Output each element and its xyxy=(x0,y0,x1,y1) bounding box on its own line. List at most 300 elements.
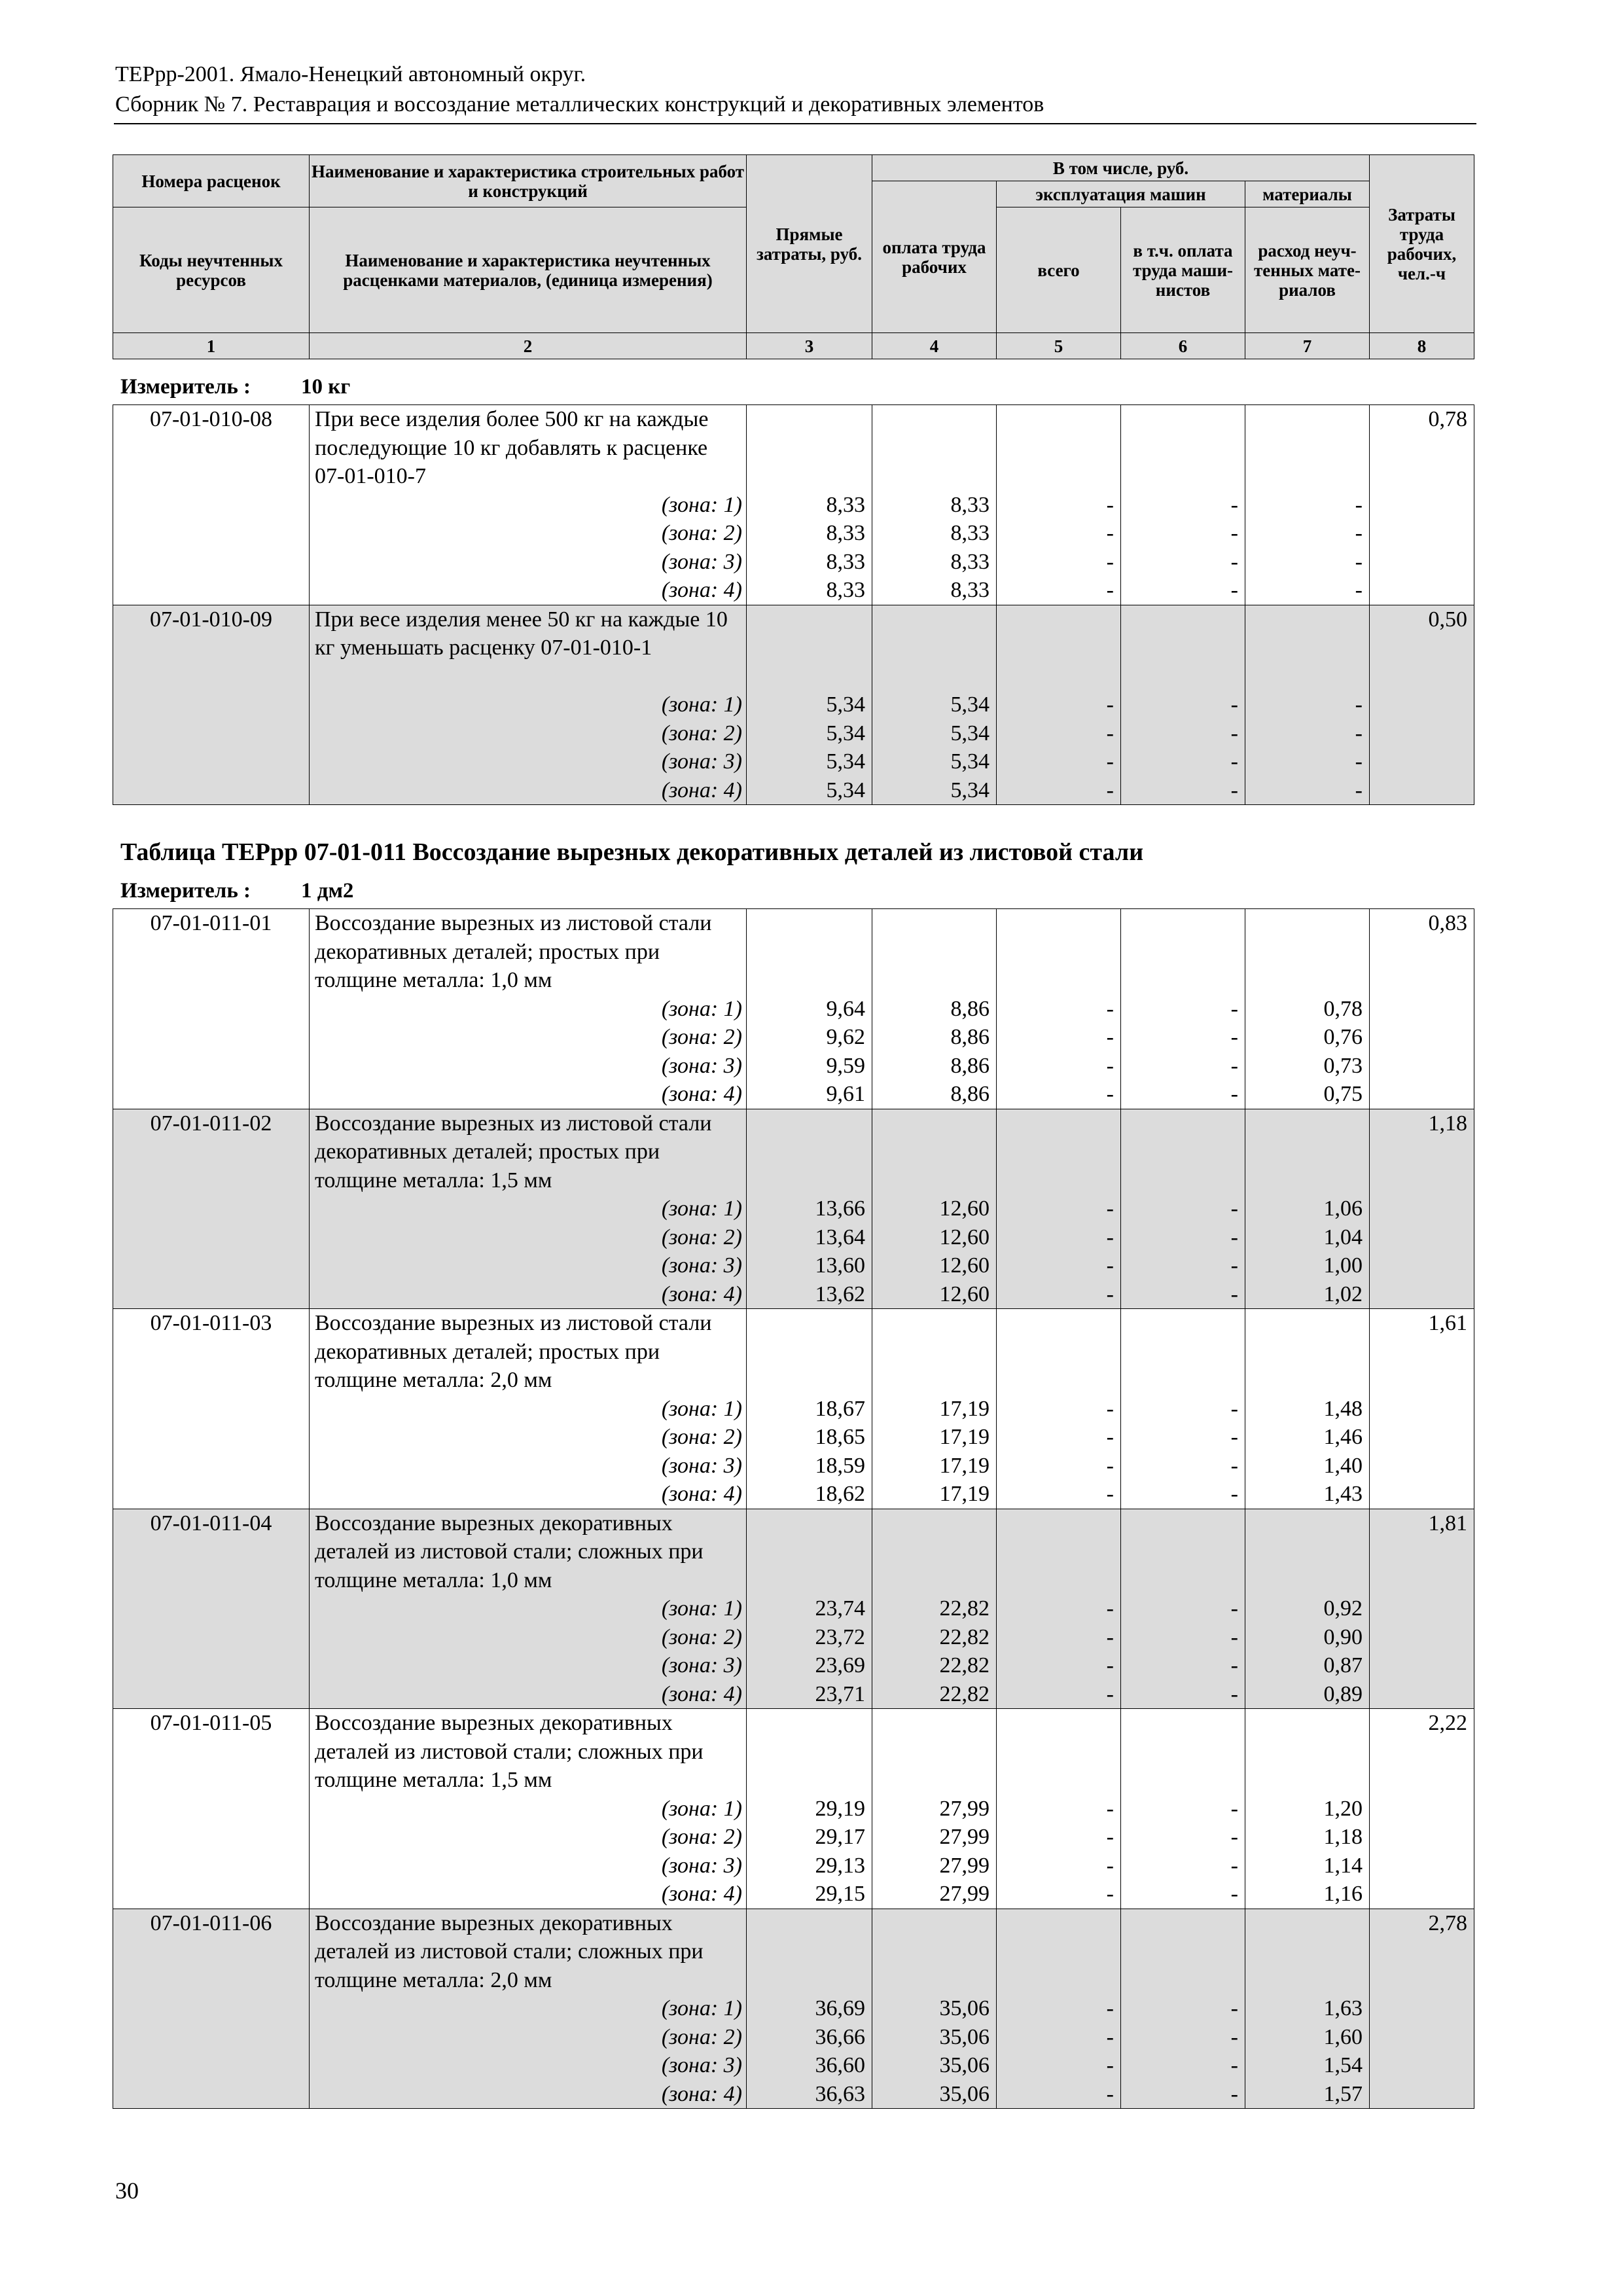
labor-pay-cell xyxy=(872,1309,997,1509)
labor-pay-value: 12,60 xyxy=(939,1253,990,1278)
measure-2-label: Измеритель : xyxy=(120,879,251,903)
machinist-pay-value: - xyxy=(1230,996,1238,1021)
rate-description-cell xyxy=(310,1709,747,1909)
rate-description-cell xyxy=(310,1109,747,1309)
head-num-1: 1 xyxy=(113,333,310,359)
labor-pay-value: 5,34 xyxy=(950,721,990,745)
materials-cell xyxy=(1245,1709,1370,1909)
materials-cell xyxy=(1245,605,1370,805)
machinist-pay-value: - xyxy=(1230,692,1238,717)
zone-label: (зона: 4) xyxy=(661,1882,742,1906)
labor-pay-value: 22,82 xyxy=(939,1681,990,1706)
rates-table-2 xyxy=(113,908,1474,2109)
machinist-pay-value: - xyxy=(1230,1225,1238,1249)
machine-total-value: - xyxy=(1106,1082,1114,1106)
head-col2-bottom: Наименование и характеристика неучтенных расценками материалов, (единица измерения) xyxy=(310,207,747,333)
machine-total-value: - xyxy=(1106,1453,1114,1478)
materials-value: 0,76 xyxy=(1323,1025,1363,1049)
direct-cost-cell xyxy=(747,1909,872,2109)
direct-cost-value: 36,69 xyxy=(815,1996,865,2020)
machine-total-value: - xyxy=(1106,2053,1114,2077)
machine-total-value: - xyxy=(1106,996,1114,1021)
rate-row xyxy=(113,1109,1474,1309)
machinist-pay-value: - xyxy=(1230,1681,1238,1706)
machine-total-value: - xyxy=(1106,1396,1114,1421)
direct-cost-value: 8,33 xyxy=(826,521,865,545)
materials-value: 1,40 xyxy=(1323,1453,1363,1478)
machinist-pay-cell xyxy=(1121,909,1245,1109)
labor-hours: 2,22 xyxy=(1370,1709,1474,1909)
machine-total-value: - xyxy=(1106,1253,1114,1278)
machine-total-value: - xyxy=(1106,778,1114,802)
direct-cost-value: 9,61 xyxy=(826,1082,865,1106)
machine-total-value: - xyxy=(1106,1624,1114,1649)
machine-total-value: - xyxy=(1106,1053,1114,1078)
direct-cost-cell xyxy=(747,1109,872,1309)
machine-total-value: - xyxy=(1106,721,1114,745)
head-materials: материалы xyxy=(1245,181,1370,207)
zone-label: (зона: 3) xyxy=(661,549,742,574)
labor-pay-cell xyxy=(872,1709,997,1909)
machine-total-value: - xyxy=(1106,1653,1114,1677)
head-num-6: 6 xyxy=(1121,333,1245,359)
head-num-8: 8 xyxy=(1370,333,1474,359)
rate-code: 07-01-010-09 xyxy=(113,605,310,805)
materials-value: 0,87 xyxy=(1323,1653,1363,1677)
machine-total-value: - xyxy=(1106,1853,1114,1878)
labor-pay-value: 5,34 xyxy=(950,692,990,717)
direct-cost-value: 29,13 xyxy=(815,1853,865,1878)
direct-cost-cell xyxy=(747,605,872,805)
materials-value: 1,00 xyxy=(1323,1253,1363,1278)
labor-hours: 1,81 xyxy=(1370,1509,1474,1709)
rate-description: Воссоздание вырезных из листовой стали декоративных деталей; простых при толщине металла: 1,0 мм xyxy=(315,911,712,992)
direct-cost-value: 36,60 xyxy=(815,2053,865,2077)
labor-pay-cell xyxy=(872,909,997,1109)
machinist-pay-value: - xyxy=(1230,2053,1238,2077)
direct-cost-value: 5,34 xyxy=(826,721,865,745)
materials-cell xyxy=(1245,1109,1370,1309)
labor-pay-value: 8,86 xyxy=(950,996,990,1021)
zone-label: (зона: 1) xyxy=(661,692,742,717)
labor-pay-value: 5,34 xyxy=(950,778,990,802)
labor-pay-value: 12,60 xyxy=(939,1196,990,1221)
labor-pay-value: 22,82 xyxy=(939,1653,990,1677)
direct-cost-value: 8,33 xyxy=(826,549,865,574)
rate-row xyxy=(113,909,1474,1109)
direct-cost-value: 18,62 xyxy=(815,1482,865,1506)
head-num-5: 5 xyxy=(997,333,1121,359)
materials-value: - xyxy=(1355,549,1363,574)
machinist-pay-value: - xyxy=(1230,1025,1238,1049)
rate-code: 07-01-011-05 xyxy=(113,1709,310,1909)
materials-value: 1,20 xyxy=(1323,1796,1363,1821)
zone-label: (зона: 1) xyxy=(661,1396,742,1421)
labor-pay-value: 35,06 xyxy=(939,2081,990,2106)
labor-pay-value: 12,60 xyxy=(939,1282,990,1306)
machine-total-value: - xyxy=(1106,1825,1114,1849)
direct-cost-value: 9,59 xyxy=(826,1053,865,1078)
labor-pay-value: 8,86 xyxy=(950,1053,990,1078)
measure-1-label: Измеритель : xyxy=(120,375,251,399)
materials-value: 1,14 xyxy=(1323,1853,1363,1878)
materials-cell xyxy=(1245,1509,1370,1709)
materials-value: - xyxy=(1355,778,1363,802)
labor-pay-value: 22,82 xyxy=(939,1624,990,1649)
labor-hours: 1,18 xyxy=(1370,1109,1474,1309)
rate-row xyxy=(113,1709,1474,1909)
zone-label: (зона: 1) xyxy=(661,996,742,1021)
head-num-3: 3 xyxy=(747,333,872,359)
zone-label: (зона: 2) xyxy=(661,1225,742,1249)
zone-label: (зона: 4) xyxy=(661,2081,742,2106)
zone-label: (зона: 3) xyxy=(661,1853,742,1878)
labor-pay-value: 17,19 xyxy=(939,1396,990,1421)
machine-total-cell xyxy=(997,909,1121,1109)
machinist-pay-value: - xyxy=(1230,1253,1238,1278)
labor-pay-value: 17,19 xyxy=(939,1425,990,1449)
direct-cost-value: 29,17 xyxy=(815,1825,865,1849)
zone-label: (зона: 1) xyxy=(661,492,742,517)
materials-value: 1,48 xyxy=(1323,1396,1363,1421)
labor-pay-value: 8,33 xyxy=(950,492,990,517)
machinist-pay-value: - xyxy=(1230,2081,1238,2106)
labor-hours: 2,78 xyxy=(1370,1909,1474,2109)
machine-total-value: - xyxy=(1106,1681,1114,1706)
direct-cost-value: 36,66 xyxy=(815,2024,865,2049)
rate-description-cell xyxy=(310,1509,747,1709)
labor-pay-value: 12,60 xyxy=(939,1225,990,1249)
labor-hours: 0,50 xyxy=(1370,605,1474,805)
head-col1-bottom: Коды неучтенных ресурсов xyxy=(113,207,310,333)
labor-pay-cell xyxy=(872,405,997,605)
direct-cost-value: 23,74 xyxy=(815,1596,865,1621)
machinist-pay-value: - xyxy=(1230,749,1238,774)
rate-description-cell xyxy=(310,909,747,1109)
machine-total-value: - xyxy=(1106,1282,1114,1306)
measure-1-value: 10 кг xyxy=(301,375,351,399)
machine-total-value: - xyxy=(1106,1425,1114,1449)
measure-1 xyxy=(120,374,351,399)
labor-pay-value: 8,33 xyxy=(950,578,990,602)
direct-cost-value: 18,65 xyxy=(815,1425,865,1449)
materials-value: 0,73 xyxy=(1323,1053,1363,1078)
labor-pay-value: 17,19 xyxy=(939,1482,990,1506)
labor-pay-value: 27,99 xyxy=(939,1853,990,1878)
machinist-pay-value: - xyxy=(1230,1053,1238,1078)
machine-total-value: - xyxy=(1106,1196,1114,1221)
materials-value: 1,63 xyxy=(1323,1996,1363,2020)
machinist-pay-value: - xyxy=(1230,1082,1238,1106)
header-rule xyxy=(114,123,1476,124)
machinist-pay-value: - xyxy=(1230,1425,1238,1449)
direct-cost-value: 13,60 xyxy=(815,1253,865,1278)
head-col6: в т.ч. оплата труда маши-нистов xyxy=(1121,207,1245,333)
direct-cost-value: 8,33 xyxy=(826,578,865,602)
direct-cost-cell xyxy=(747,909,872,1109)
labor-pay-value: 5,34 xyxy=(950,749,990,774)
direct-cost-value: 13,64 xyxy=(815,1225,865,1249)
materials-value: 1,16 xyxy=(1323,1882,1363,1906)
measure-2 xyxy=(120,878,354,903)
machine-total-value: - xyxy=(1106,749,1114,774)
materials-value: 1,04 xyxy=(1323,1225,1363,1249)
machine-total-value: - xyxy=(1106,1882,1114,1906)
zone-label: (зона: 2) xyxy=(661,721,742,745)
zone-label: (зона: 4) xyxy=(661,578,742,602)
labor-pay-value: 27,99 xyxy=(939,1882,990,1906)
zone-label: (зона: 4) xyxy=(661,1082,742,1106)
machinist-pay-value: - xyxy=(1230,778,1238,802)
direct-cost-cell xyxy=(747,1709,872,1909)
head-col1-top: Номера расценок xyxy=(113,155,310,207)
labor-pay-value: 35,06 xyxy=(939,2024,990,2049)
direct-cost-value: 29,19 xyxy=(815,1796,865,1821)
materials-value: 1,60 xyxy=(1323,2024,1363,2049)
zone-label: (зона: 3) xyxy=(661,1653,742,1677)
direct-cost-value: 13,62 xyxy=(815,1282,865,1306)
rate-description-cell xyxy=(310,405,747,605)
machinist-pay-value: - xyxy=(1230,1882,1238,1906)
machinist-pay-value: - xyxy=(1230,521,1238,545)
materials-value: 0,90 xyxy=(1323,1624,1363,1649)
machine-total-value: - xyxy=(1106,492,1114,517)
zone-label: (зона: 2) xyxy=(661,2024,742,2049)
machinist-pay-cell xyxy=(1121,605,1245,805)
materials-cell xyxy=(1245,405,1370,605)
rate-description-cell xyxy=(310,605,747,805)
materials-value: - xyxy=(1355,692,1363,717)
direct-cost-cell xyxy=(747,1309,872,1509)
running-header-title: ТЕРрр-2001. Ямало-Ненецкий автономный округ. xyxy=(115,62,586,86)
machinist-pay-value: - xyxy=(1230,1825,1238,1849)
machine-total-cell xyxy=(997,1109,1121,1309)
materials-value: 1,57 xyxy=(1323,2081,1363,2106)
machine-total-cell xyxy=(997,1509,1121,1709)
materials-value: - xyxy=(1355,521,1363,545)
direct-cost-value: 23,69 xyxy=(815,1653,865,1677)
zone-label: (зона: 1) xyxy=(661,1996,742,2020)
machine-total-value: - xyxy=(1106,2024,1114,2049)
materials-cell xyxy=(1245,909,1370,1109)
head-col2-top: Наименование и характеристика строительных работ и конструкций xyxy=(310,155,747,207)
direct-cost-value: 5,34 xyxy=(826,692,865,717)
zone-label: (зона: 2) xyxy=(661,1025,742,1049)
labor-pay-value: 17,19 xyxy=(939,1453,990,1478)
rate-code: 07-01-011-02 xyxy=(113,1109,310,1309)
zone-label: (зона: 1) xyxy=(661,1796,742,1821)
head-num-7: 7 xyxy=(1245,333,1370,359)
labor-hours: 0,83 xyxy=(1370,909,1474,1109)
labor-pay-value: 35,06 xyxy=(939,2053,990,2077)
rate-row xyxy=(113,405,1474,605)
labor-pay-cell xyxy=(872,1509,997,1709)
materials-value: 1,18 xyxy=(1323,1825,1363,1849)
machinist-pay-cell xyxy=(1121,1509,1245,1709)
direct-cost-value: 5,34 xyxy=(826,778,865,802)
machine-total-value: - xyxy=(1106,1025,1114,1049)
machinist-pay-value: - xyxy=(1230,1624,1238,1649)
zone-label: (зона: 4) xyxy=(661,1681,742,1706)
machinist-pay-cell xyxy=(1121,1909,1245,2109)
machine-total-value: - xyxy=(1106,1996,1114,2020)
machinist-pay-cell xyxy=(1121,405,1245,605)
labor-pay-value: 27,99 xyxy=(939,1796,990,1821)
machinist-pay-value: - xyxy=(1230,721,1238,745)
machinist-pay-value: - xyxy=(1230,1453,1238,1478)
machinist-pay-value: - xyxy=(1230,1996,1238,2020)
direct-cost-value: 29,15 xyxy=(815,1882,865,1906)
direct-cost-value: 5,34 xyxy=(826,749,865,774)
machine-total-value: - xyxy=(1106,1596,1114,1621)
rate-code: 07-01-011-04 xyxy=(113,1509,310,1709)
machine-total-value: - xyxy=(1106,1225,1114,1249)
machine-total-value: - xyxy=(1106,1796,1114,1821)
direct-cost-value: 9,64 xyxy=(826,996,865,1021)
rate-description: Воссоздание вырезных декоративных деталей из листовой стали; сложных при толщине металла: 1,0 мм xyxy=(315,1511,704,1592)
machine-total-cell xyxy=(997,605,1121,805)
head-col3: Прямые затраты, руб. xyxy=(747,155,872,333)
materials-value: 1,43 xyxy=(1323,1482,1363,1506)
rate-code: 07-01-011-01 xyxy=(113,909,310,1109)
machine-total-cell xyxy=(997,1309,1121,1509)
zone-label: (зона: 2) xyxy=(661,1624,742,1649)
zone-label: (зона: 2) xyxy=(661,521,742,545)
rate-description: Воссоздание вырезных декоративных деталей из листовой стали; сложных при толщине металла: 2,0 мм xyxy=(315,1910,704,1992)
zone-label: (зона: 3) xyxy=(661,1253,742,1278)
materials-value: 0,92 xyxy=(1323,1596,1363,1621)
direct-cost-value: 23,71 xyxy=(815,1681,865,1706)
labor-pay-value: 8,86 xyxy=(950,1025,990,1049)
rate-code: 07-01-011-03 xyxy=(113,1309,310,1509)
machinist-pay-value: - xyxy=(1230,492,1238,517)
machine-total-value: - xyxy=(1106,578,1114,602)
zone-label: (зона: 2) xyxy=(661,1425,742,1449)
rate-description-cell xyxy=(310,1309,747,1509)
machinist-pay-value: - xyxy=(1230,1282,1238,1306)
direct-cost-value: 9,62 xyxy=(826,1025,865,1049)
zone-label: (зона: 3) xyxy=(661,1453,742,1478)
machinist-pay-value: - xyxy=(1230,578,1238,602)
rate-description-cell xyxy=(310,1909,747,2109)
rate-row xyxy=(113,1909,1474,2109)
zone-label: (зона: 4) xyxy=(661,1282,742,1306)
machinist-pay-value: - xyxy=(1230,549,1238,574)
zone-label: (зона: 1) xyxy=(661,1596,742,1621)
labor-pay-value: 27,99 xyxy=(939,1825,990,1849)
head-num-4: 4 xyxy=(872,333,997,359)
machinist-pay-value: - xyxy=(1230,1196,1238,1221)
machinist-pay-value: - xyxy=(1230,1596,1238,1621)
head-in-total: В том числе, руб. xyxy=(872,155,1370,181)
materials-value: 1,54 xyxy=(1323,2053,1363,2077)
head-num-2: 2 xyxy=(310,333,747,359)
materials-value: 0,89 xyxy=(1323,1681,1363,1706)
zone-label: (зона: 3) xyxy=(661,749,742,774)
machinist-pay-cell xyxy=(1121,1109,1245,1309)
head-col4: оплата труда рабочих xyxy=(872,181,997,333)
labor-hours: 0,78 xyxy=(1370,405,1474,605)
materials-value: - xyxy=(1355,578,1363,602)
materials-value: - xyxy=(1355,492,1363,517)
zone-label: (зона: 1) xyxy=(661,1196,742,1221)
rates-table-1 xyxy=(113,404,1474,805)
machine-total-cell xyxy=(997,1709,1121,1909)
machinist-pay-value: - xyxy=(1230,1482,1238,1506)
machine-total-cell xyxy=(997,405,1121,605)
machinist-pay-value: - xyxy=(1230,1396,1238,1421)
direct-cost-value: 13,66 xyxy=(815,1196,865,1221)
head-col8: Затраты труда рабочих, чел.-ч xyxy=(1370,155,1474,333)
rate-row xyxy=(113,1309,1474,1509)
head-col5: всего xyxy=(997,207,1121,333)
rate-row xyxy=(113,1509,1474,1709)
table-2-title: Таблица ТЕРрр 07-01-011 Воссоздание вырезных декоративных деталей из листовой стали xyxy=(120,838,1144,866)
machine-total-value: - xyxy=(1106,549,1114,574)
labor-pay-value: 8,86 xyxy=(950,1082,990,1106)
zone-label: (зона: 3) xyxy=(661,2053,742,2077)
machine-total-value: - xyxy=(1106,521,1114,545)
head-machines: эксплуатация машин xyxy=(997,181,1245,207)
machinist-pay-cell xyxy=(1121,1709,1245,1909)
labor-pay-value: 8,33 xyxy=(950,549,990,574)
zone-label: (зона: 4) xyxy=(661,1482,742,1506)
materials-value: 1,46 xyxy=(1323,1425,1363,1449)
labor-pay-value: 22,82 xyxy=(939,1596,990,1621)
machine-total-value: - xyxy=(1106,1482,1114,1506)
direct-cost-cell xyxy=(747,1509,872,1709)
materials-cell xyxy=(1245,1909,1370,2109)
materials-value: 1,06 xyxy=(1323,1196,1363,1221)
table-header xyxy=(113,154,1474,359)
zone-label: (зона: 4) xyxy=(661,778,742,802)
rate-description: Воссоздание вырезных из листовой стали декоративных деталей; простых при толщине металла: 2,0 мм xyxy=(315,1311,712,1392)
rate-description: Воссоздание вырезных из листовой стали декоративных деталей; простых при толщине металла: 1,5 мм xyxy=(315,1111,712,1193)
direct-cost-value: 8,33 xyxy=(826,492,865,517)
measure-2-value: 1 дм2 xyxy=(301,879,354,903)
machinist-pay-cell xyxy=(1121,1309,1245,1509)
page-number: 30 xyxy=(115,2178,139,2204)
machine-total-value: - xyxy=(1106,2081,1114,2106)
rate-code: 07-01-010-08 xyxy=(113,405,310,605)
rate-description: При весе изделия менее 50 кг на каждые 10 кг уменьшать расценку 07-01-010-1 xyxy=(315,607,728,660)
machinist-pay-value: - xyxy=(1230,1653,1238,1677)
materials-value: 0,75 xyxy=(1323,1082,1363,1106)
direct-cost-cell xyxy=(747,405,872,605)
materials-value: 1,02 xyxy=(1323,1282,1363,1306)
labor-pay-cell xyxy=(872,1909,997,2109)
head-col7: расход неуч-тенных мате-риалов xyxy=(1245,207,1370,333)
running-header-subtitle: Сборник № 7. Реставрация и воссоздание металлических конструкций и декоративных элементов xyxy=(115,92,1044,117)
machinist-pay-value: - xyxy=(1230,1796,1238,1821)
machinist-pay-value: - xyxy=(1230,1853,1238,1878)
labor-pay-value: 35,06 xyxy=(939,1996,990,2020)
labor-pay-cell xyxy=(872,605,997,805)
materials-cell xyxy=(1245,1309,1370,1509)
labor-pay-value: 8,33 xyxy=(950,521,990,545)
materials-value: 0,78 xyxy=(1323,996,1363,1021)
direct-cost-value: 36,63 xyxy=(815,2081,865,2106)
machine-total-value: - xyxy=(1106,692,1114,717)
rate-code: 07-01-011-06 xyxy=(113,1909,310,2109)
machine-total-cell xyxy=(997,1909,1121,2109)
direct-cost-value: 18,59 xyxy=(815,1453,865,1478)
rate-row xyxy=(113,605,1474,805)
direct-cost-value: 23,72 xyxy=(815,1624,865,1649)
materials-value: - xyxy=(1355,721,1363,745)
rate-description: Воссоздание вырезных декоративных деталей из листовой стали; сложных при толщине металла: 1,5 мм xyxy=(315,1711,704,1792)
zone-label: (зона: 2) xyxy=(661,1825,742,1849)
